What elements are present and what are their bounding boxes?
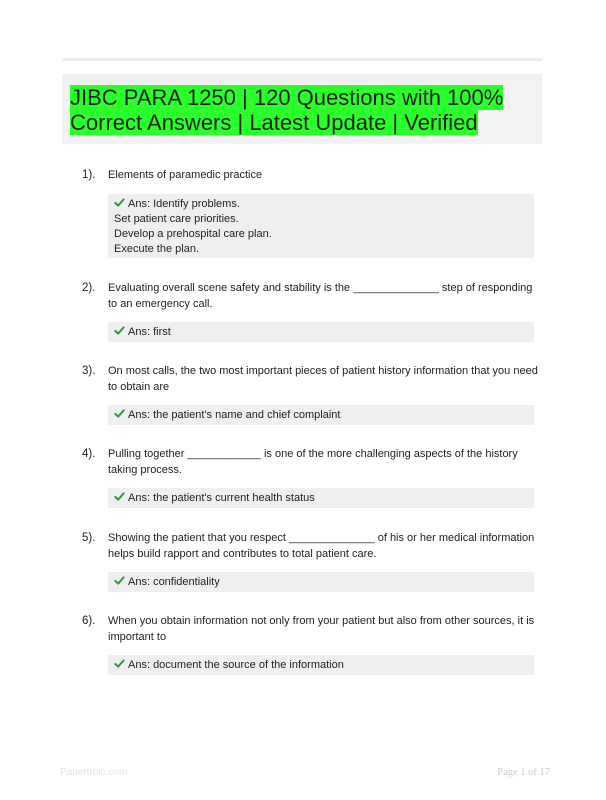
answer-box: [108, 655, 534, 675]
question-number: 6).: [82, 615, 96, 627]
answer-box: [108, 194, 534, 258]
question-number: 2).: [82, 282, 96, 294]
top-rule: [62, 58, 542, 61]
question-number: 5).: [82, 532, 96, 544]
check-icon: [114, 658, 125, 669]
question-number: 3).: [82, 365, 96, 377]
answer-line: Set patient care priorities.: [114, 213, 239, 225]
answer-line: Ans: Identify problems.: [114, 197, 534, 212]
answer-line: Ans: document the source of the information: [114, 658, 534, 673]
check-icon: [114, 408, 125, 419]
check-icon: [114, 491, 125, 502]
question-text: Elements of paramedic practice: [108, 169, 263, 181]
answer-box: [108, 488, 534, 508]
page-number: Page 1 of 17: [497, 767, 550, 778]
check-icon: [114, 325, 125, 336]
answer-box: [108, 405, 534, 425]
question-text: When you obtain information not only from your patient but also from other sources, it is important to: [108, 615, 535, 643]
check-icon: [114, 197, 125, 208]
answer-line: Ans: the patient's name and chief complaint: [114, 408, 534, 423]
answer-line: Ans: first: [114, 325, 534, 340]
answer-box: [108, 322, 534, 342]
question-number: 1).: [82, 169, 96, 181]
title-box: [62, 74, 542, 144]
answer-line: Develop a prehospital care plan.: [114, 228, 272, 240]
question-text: On most calls, the two most important pieces of patient history information that you need to obtain are: [108, 365, 538, 393]
document-title: JIBC PARA 1250 | 120 Questions with 100% Correct Answers | Latest Update | Verified: [70, 85, 504, 135]
footer-watermark: Papertrbic.com: [60, 767, 128, 778]
check-icon: [114, 575, 125, 586]
question-number: 4).: [82, 448, 96, 460]
question-text: Pulling together ____________ is one of the more challenging aspects of the history taking process.: [108, 448, 518, 476]
question-text: Evaluating overall scene safety and stability is the ______________ step of responding to an emergency call.: [108, 282, 533, 310]
answer-line: Ans: confidentiality: [114, 575, 534, 590]
answer-line: Ans: the patient's current health status: [114, 491, 534, 506]
answer-box: [108, 572, 534, 592]
question-text: Showing the patient that you respect ______________ of his or her medical information helps build rapport and contributes to total patient care.: [108, 532, 535, 560]
answer-line: Execute the plan.: [114, 243, 200, 255]
